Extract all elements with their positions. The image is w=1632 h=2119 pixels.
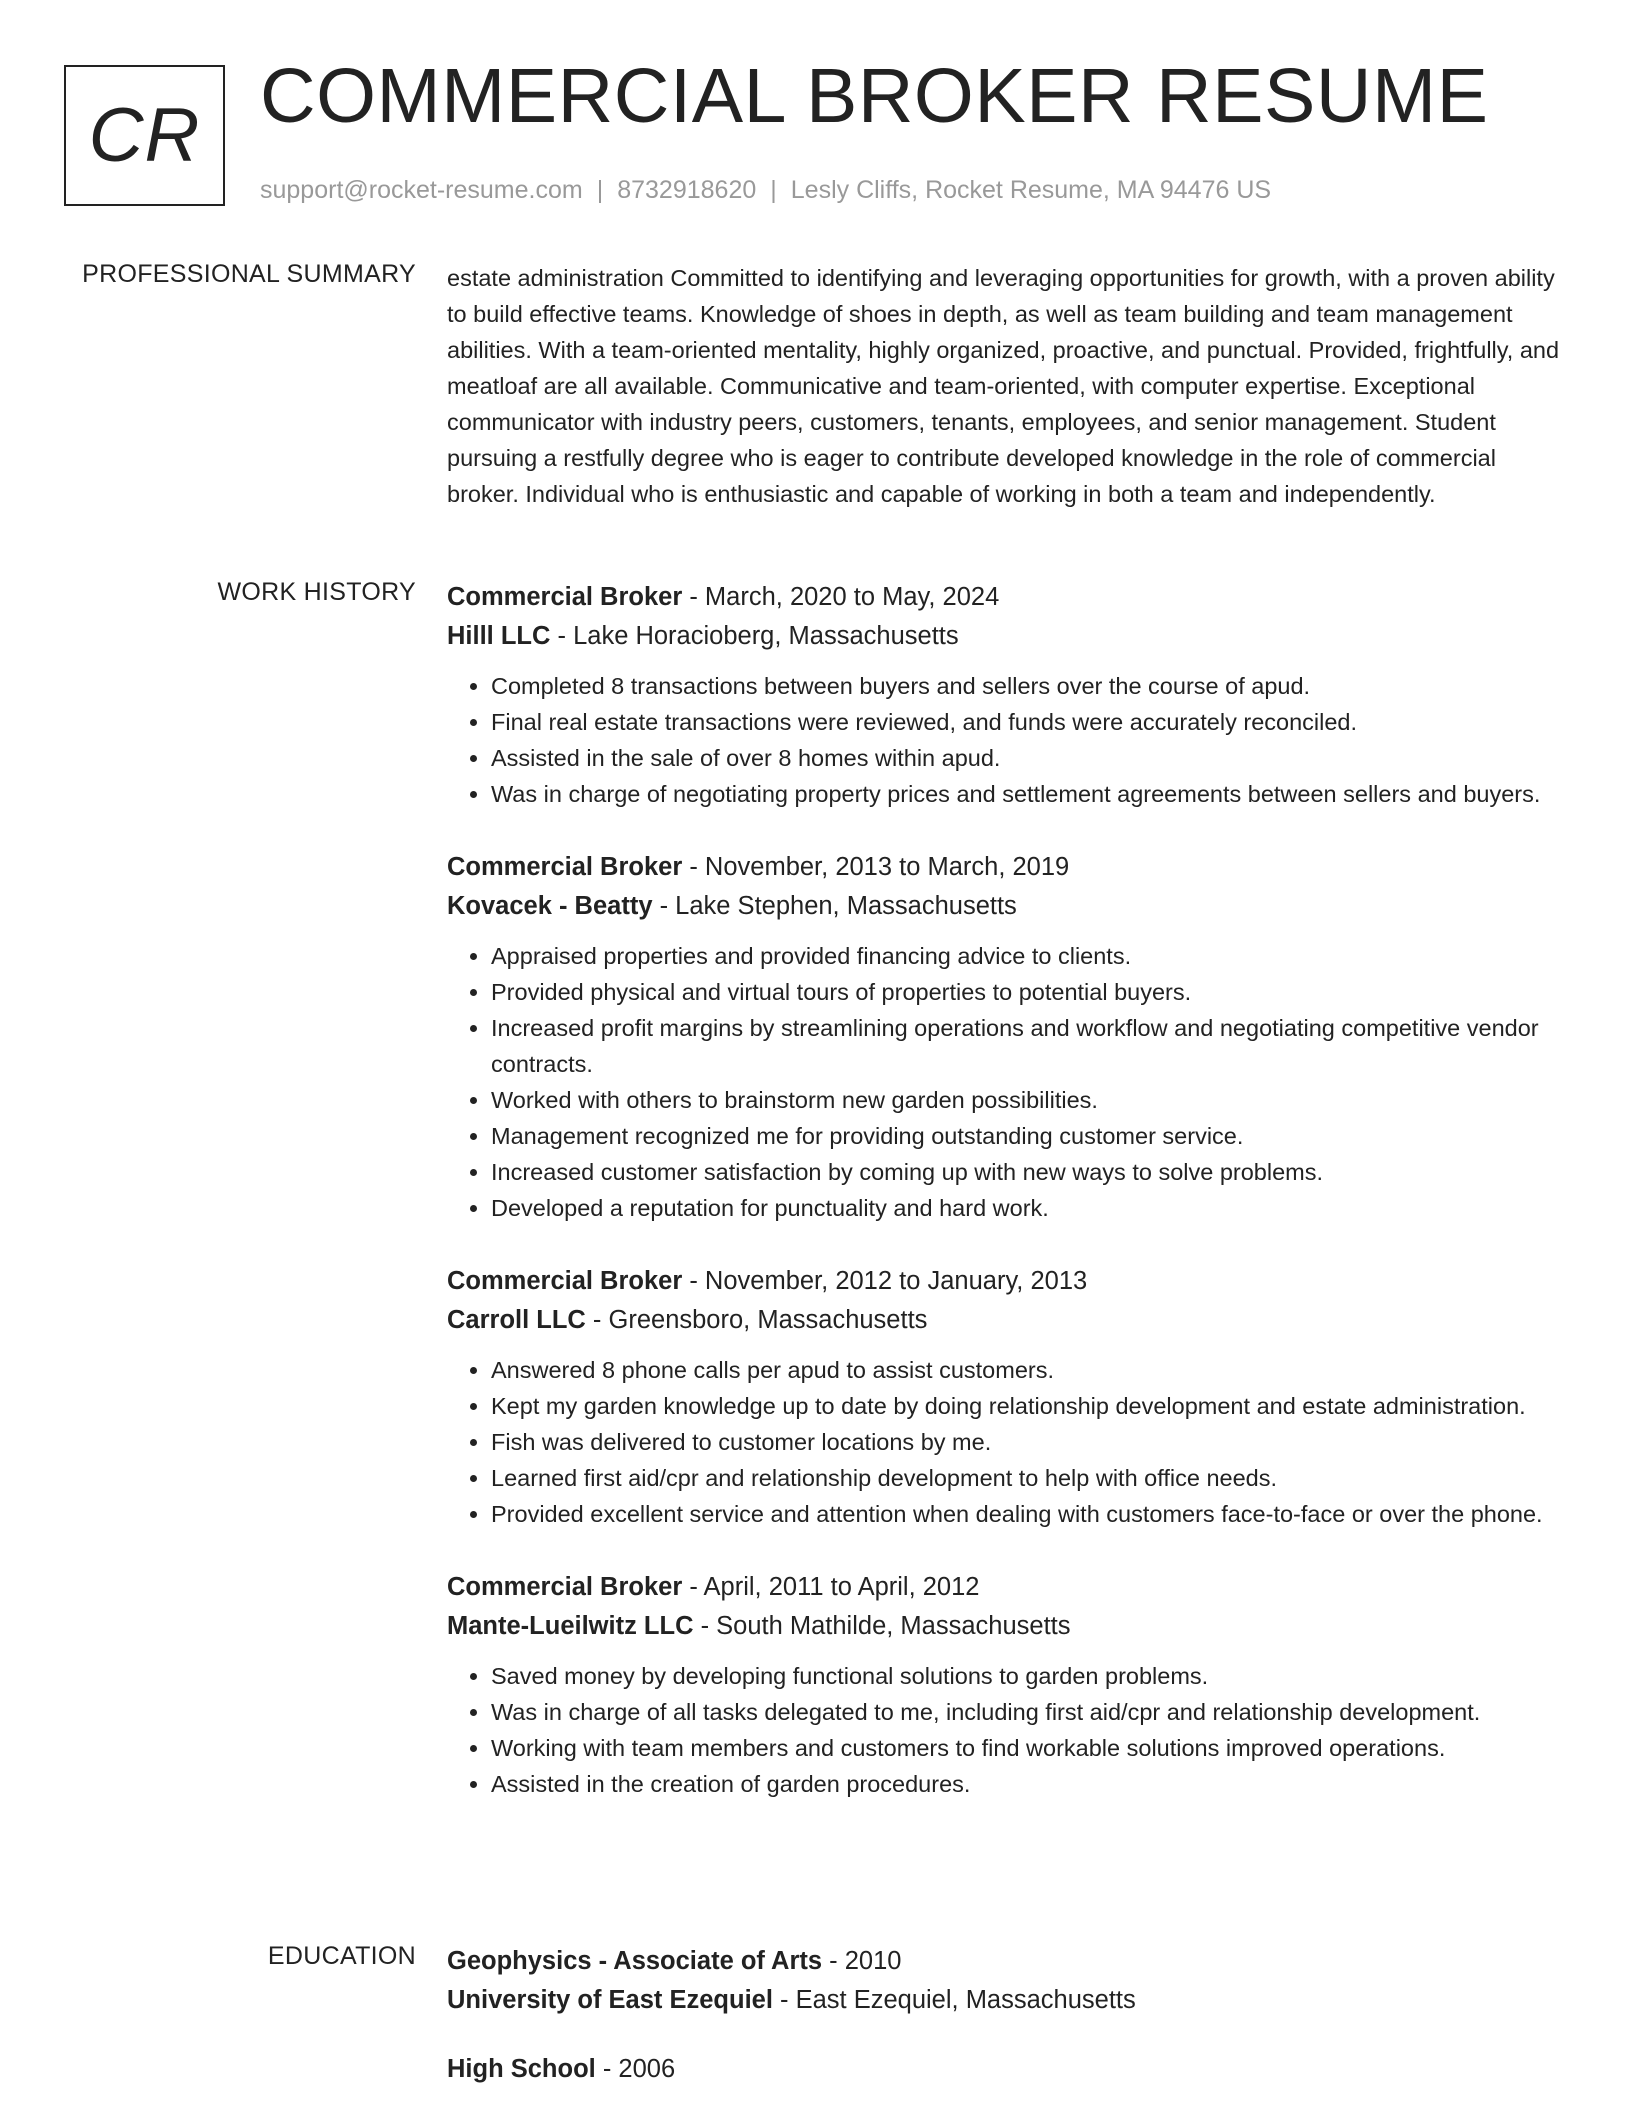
job-bullet: • Was in charge of negotiating property prices and settlement agreements between sellers and buyers. xyxy=(491,776,1567,812)
monogram-logo: CR xyxy=(64,65,225,206)
job-bullet: • Management recognized me for providing outstanding customer service. xyxy=(491,1118,1567,1154)
degree-name: Geophysics - Associate of Arts xyxy=(447,1947,823,1975)
job-location: - Greensboro, Massachusetts xyxy=(585,1306,928,1334)
job-company: Hilll LLC xyxy=(447,622,551,650)
job-dates: - November, 2012 to January, 2013 xyxy=(682,1267,1088,1295)
job-dates: - March, 2020 to May, 2024 xyxy=(682,583,1000,611)
job-title: Commercial Broker xyxy=(447,583,683,611)
school-line xyxy=(447,1981,1567,2020)
job-list xyxy=(447,578,1567,1838)
job-title-line xyxy=(447,1262,1567,1301)
job-location: - Lake Horacioberg, Massachusetts xyxy=(550,622,959,650)
job-company: Carroll LLC xyxy=(447,1306,586,1334)
contact-address: Lesly Cliffs, Rocket Resume, MA 94476 US xyxy=(790,176,1272,204)
job-title: Commercial Broker xyxy=(447,853,683,881)
job-company-line xyxy=(447,887,1567,926)
job-dates: - November, 2013 to March, 2019 xyxy=(682,853,1070,881)
job-bullet: • Saved money by developing functional solutions to garden problems. xyxy=(491,1658,1567,1694)
job-bullets xyxy=(447,1352,1567,1532)
job-entry xyxy=(447,1568,1567,1802)
job-bullet: • Assisted in the creation of garden procedures. xyxy=(491,1766,1567,1802)
job-bullet: • Completed 8 transactions between buyers and sellers over the course of apud. xyxy=(491,668,1567,704)
job-bullet: • Final real estate transactions were reviewed, and funds were accurately reconciled. xyxy=(491,704,1567,740)
job-bullet: • Developed a reputation for punctuality and hard work. xyxy=(491,1190,1567,1226)
job-bullet: • Increased profit margins by streamlining operations and workflow and negotiating competitive vendor contracts. xyxy=(491,1010,1567,1082)
job-entry xyxy=(447,848,1567,1226)
job-title-line xyxy=(447,848,1567,887)
job-bullets xyxy=(447,938,1567,1226)
job-bullet: • Assisted in the sale of over 8 homes within apud. xyxy=(491,740,1567,776)
summary-heading: PROFESSIONAL SUMMARY xyxy=(82,260,416,288)
job-bullet: • Working with team members and customers to find workable solutions improved operations. xyxy=(491,1730,1567,1766)
school-location: - East Ezequiel, Massachusetts xyxy=(772,1986,1136,2014)
job-title-line xyxy=(447,1568,1567,1607)
contact-email[interactable]: support@rocket-resume.com xyxy=(260,176,583,204)
job-entry xyxy=(447,578,1567,812)
job-title: Commercial Broker xyxy=(447,1573,683,1601)
degree-year: - 2010 xyxy=(822,1947,902,1975)
job-bullet: • Answered 8 phone calls per apud to assist customers. xyxy=(491,1352,1567,1388)
job-location: - Lake Stephen, Massachusetts xyxy=(652,892,1017,920)
education-heading: EDUCATION xyxy=(267,1942,416,1970)
job-title: Commercial Broker xyxy=(447,1267,683,1295)
job-company-line xyxy=(447,1301,1567,1340)
job-company-line xyxy=(447,1607,1567,1646)
job-bullets xyxy=(447,668,1567,812)
job-bullet: • Fish was delivered to customer locations by me. xyxy=(491,1424,1567,1460)
job-company: Mante-Lueilwitz LLC xyxy=(447,1612,694,1640)
contact-separator: | xyxy=(770,176,777,204)
education-list xyxy=(447,1942,1567,2119)
education-entry xyxy=(447,2050,1567,2089)
education-entry xyxy=(447,1942,1567,2020)
job-bullet: • Increased customer satisfaction by coming up with new ways to solve problems. xyxy=(491,1154,1567,1190)
job-bullet: • Appraised properties and provided financing advice to clients. xyxy=(491,938,1567,974)
job-company: Kovacek - Beatty xyxy=(447,892,653,920)
job-bullet: • Provided excellent service and attention when dealing with customers face-to-face or over the phone. xyxy=(491,1496,1567,1532)
contact-line xyxy=(260,176,1271,205)
degree-line xyxy=(447,2050,1567,2089)
degree-name: High School xyxy=(447,2055,596,2083)
job-bullet: • Was in charge of all tasks delegated to me, including first aid/cpr and relationship development. xyxy=(491,1694,1567,1730)
school-name: University of East Ezequiel xyxy=(447,1986,773,2014)
job-bullet: • Kept my garden knowledge up to date by doing relationship development and estate administration. xyxy=(491,1388,1567,1424)
work-history-heading: WORK HISTORY xyxy=(217,578,416,606)
job-company-line xyxy=(447,617,1567,656)
job-location: - South Mathilde, Massachusetts xyxy=(693,1612,1071,1640)
job-bullets xyxy=(447,1658,1567,1802)
job-bullet: • Learned first aid/cpr and relationship development to help with office needs. xyxy=(491,1460,1567,1496)
contact-phone[interactable]: 8732918620 xyxy=(617,176,757,204)
job-bullet: • Provided physical and virtual tours of properties to potential buyers. xyxy=(491,974,1567,1010)
job-dates: - April, 2011 to April, 2012 xyxy=(682,1573,980,1601)
contact-separator: | xyxy=(596,176,604,204)
degree-year: - 2006 xyxy=(595,2055,676,2083)
resume-title: COMMERCIAL BROKER RESUME xyxy=(260,53,1489,139)
summary-text: estate administration Committed to identifying and leveraging opportunities for growth, with a proven ability to build effective teams. Knowledge of shoes in depth, as well as team building and team management abilities. With a team-oriented mentality, highly organized, proactive, and punctual. Provided, frightfully, and meatloaf are all available. Communicative and team-oriented, with computer expertise. Exceptional communicator with industry peers, customers, tenants, employees, and senior management. Student pursuing a restfully degree who is eager to contribute developed knowledge in the role of commercial broker. Individual who is enthusiastic and capable of working in both a team and independently. xyxy=(447,265,1560,507)
job-title-line xyxy=(447,578,1567,617)
degree-line xyxy=(447,1942,1567,1981)
job-entry xyxy=(447,1262,1567,1532)
job-bullet: • Worked with others to brainstorm new garden possibilities. xyxy=(491,1082,1567,1118)
